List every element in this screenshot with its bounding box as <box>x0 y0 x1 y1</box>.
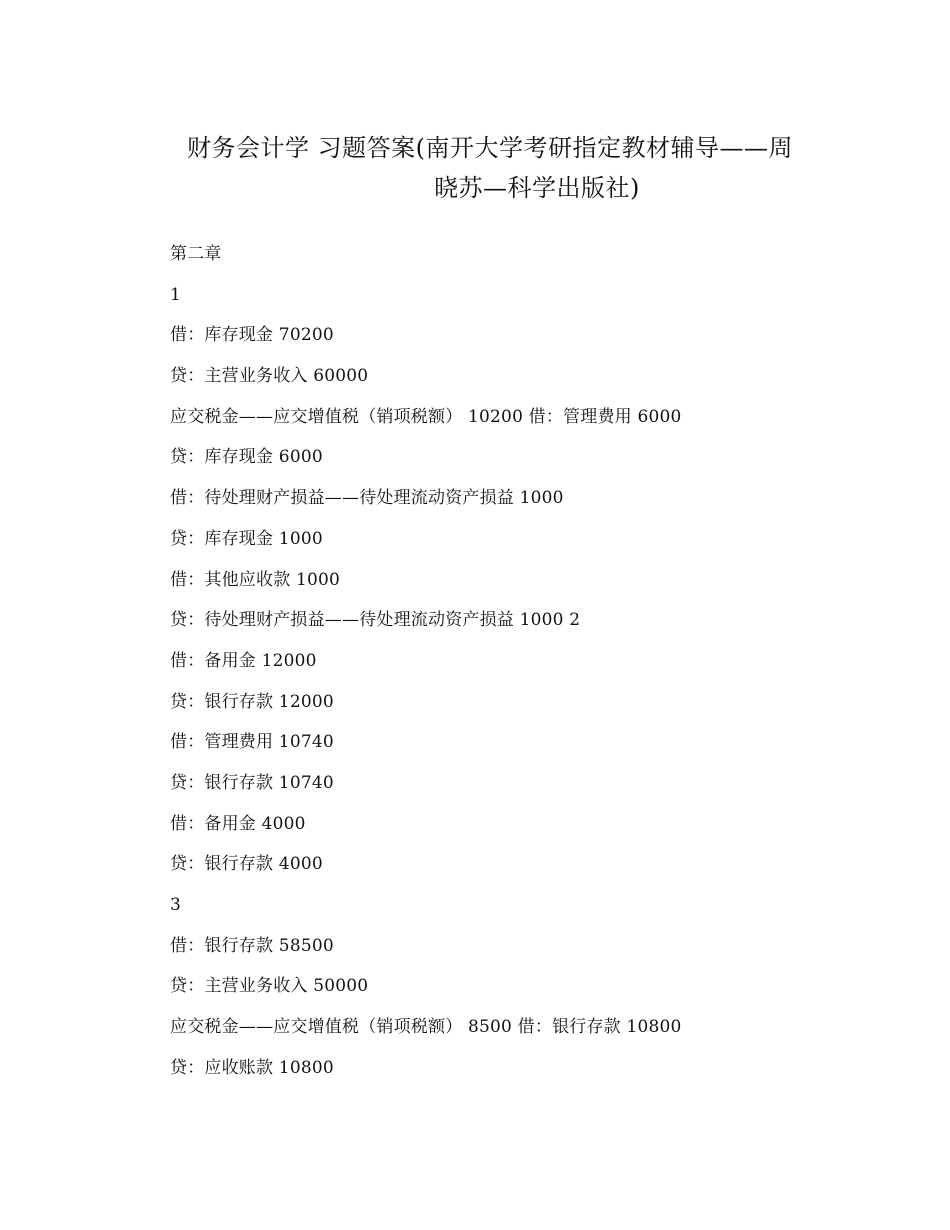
journal-entry-line: 借：银行存款 58500 <box>170 935 334 956</box>
journal-entry-line: 借：待处理财产损益——待处理流动资产损益 1000 <box>170 488 564 509</box>
journal-entry-line: 借：备用金 12000 <box>170 650 317 671</box>
journal-entry-line: 贷：银行存款 10740 <box>170 772 334 793</box>
journal-entry-line: 贷：主营业务收入 50000 <box>170 976 369 997</box>
journal-entry-line: 贷：库存现金 6000 <box>170 447 323 468</box>
journal-entry-line: 借：库存现金 70200 <box>170 325 334 346</box>
journal-entry-line: 应交税金——应交增值税（销项税额） 8500 借：银行存款 10800 <box>170 1017 682 1038</box>
journal-entry-line: 借：管理费用 10740 <box>170 732 334 753</box>
title-line-2: 晓苏—科学出版社) <box>434 174 640 202</box>
journal-entry-line: 借：备用金 4000 <box>170 813 306 834</box>
journal-entry-line: 贷：主营业务收入 60000 <box>170 366 369 387</box>
exercise-number: 3 <box>170 895 182 915</box>
journal-entry-line: 应交税金——应交增值税（销项税额） 10200 借：管理费用 6000 <box>170 406 682 427</box>
journal-entry-line: 贷：银行存款 12000 <box>170 691 334 712</box>
exercise-number: 1 <box>170 284 182 305</box>
document-title <box>120 128 860 208</box>
document-body <box>170 240 870 1094</box>
journal-entry-line: 贷：待处理财产损益——待处理流动资产损益 1000 2 <box>170 610 581 631</box>
title-line-1: 财务会计学 习题答案(南开大学考研指定教材辅导——周 <box>187 134 793 162</box>
journal-entry-line: 贷：库存现金 1000 <box>170 528 323 549</box>
journal-entry-line: 借：其他应收款 1000 <box>170 569 341 590</box>
journal-entry-line: 贷：应收账款 10800 <box>170 1057 334 1078</box>
chapter-heading: 第二章 <box>170 244 222 264</box>
journal-entry-line: 贷：银行存款 4000 <box>170 854 323 875</box>
